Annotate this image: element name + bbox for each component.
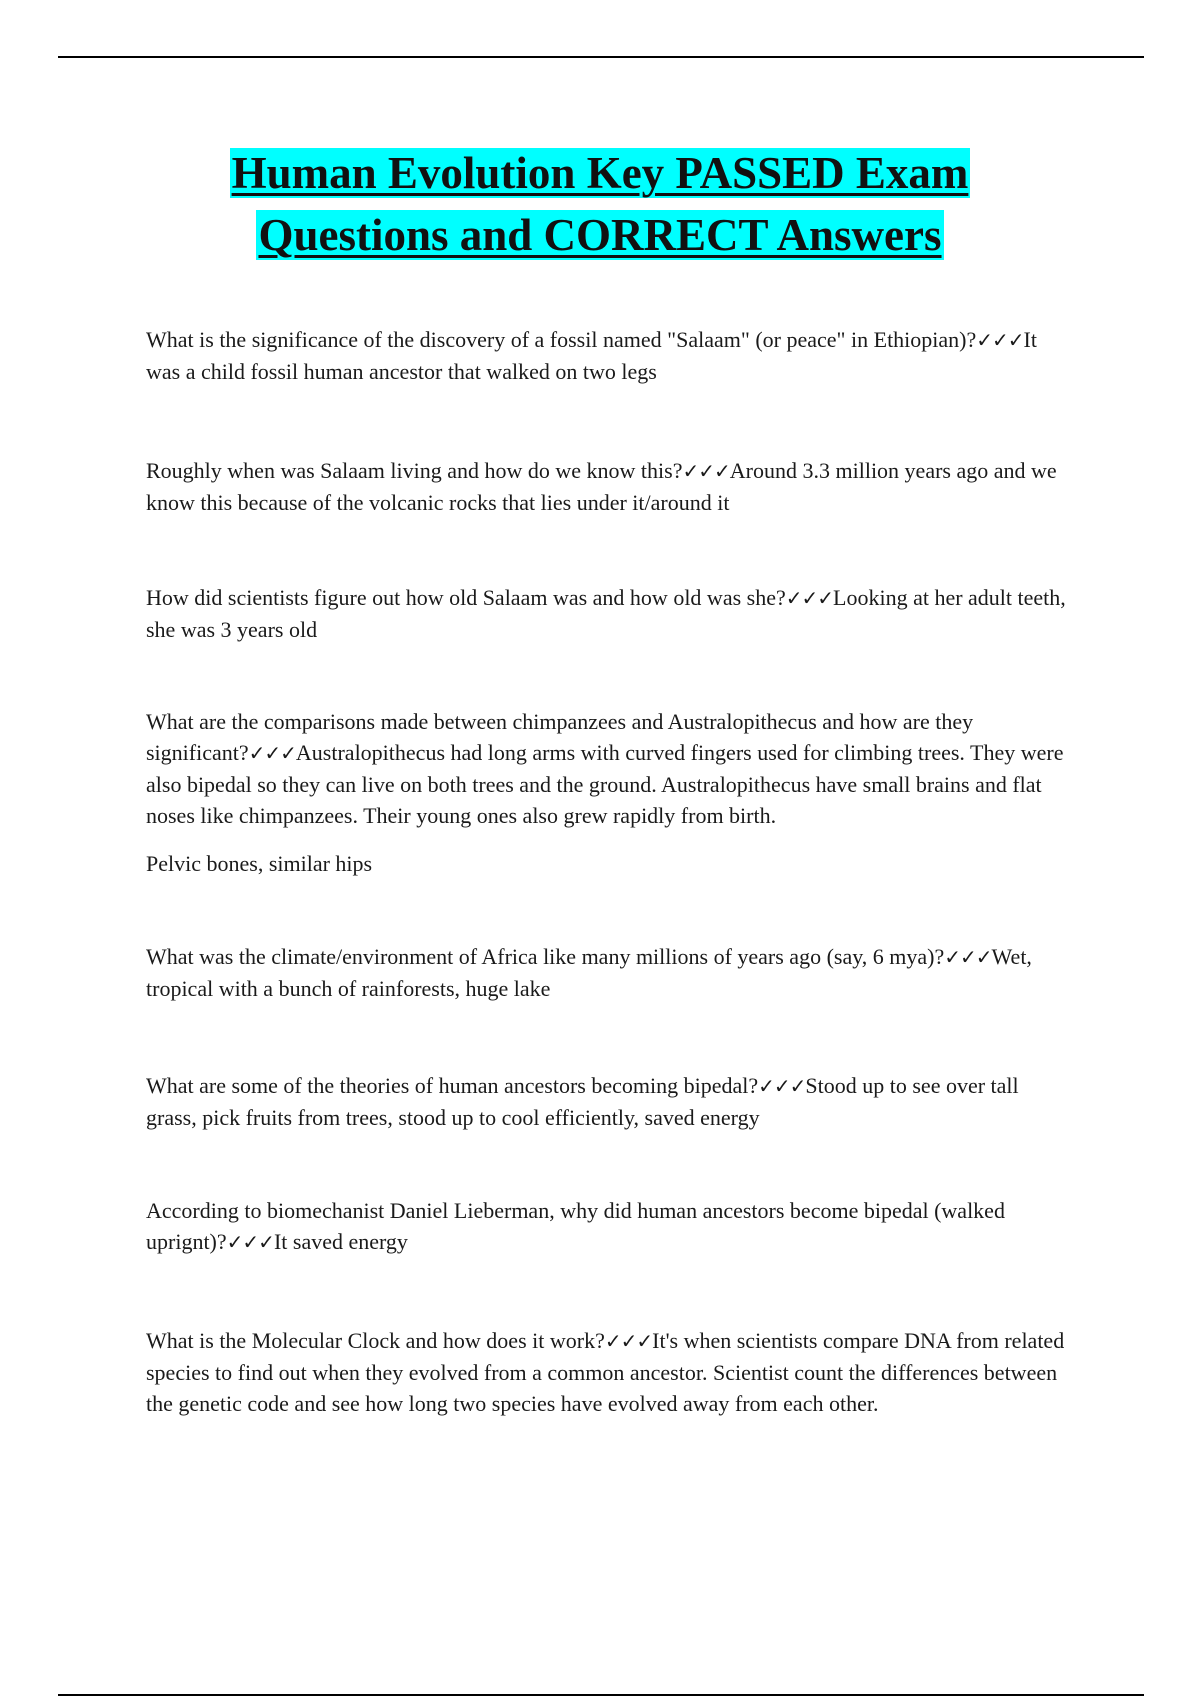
qa-item-4-extra (146, 848, 1066, 879)
check-marks-icon: ✓✓✓ (944, 945, 992, 969)
check-marks-icon: ✓✓✓ (226, 1230, 274, 1254)
answer-text: Stood up to see over tall grass, pick fruits from trees, stood up to cool efficiently, saved energy (146, 1073, 1019, 1130)
question-text: What is the Molecular Clock and how does it work? (146, 1328, 605, 1353)
qa-item-4 (146, 706, 1066, 831)
question-text: What is the significance of the discovery of a fossil named "Salaam" (or peace" in Ethiopian)? (146, 327, 977, 352)
qa-item-1 (146, 324, 1066, 387)
answer-text: It was a child fossil human ancestor that walked on two legs (146, 327, 1037, 384)
question-text: What was the climate/environment of Africa like many millions of years ago (say, 6 mya)? (146, 944, 945, 969)
check-marks-icon: ✓✓✓ (976, 328, 1024, 352)
qa-item-3 (146, 582, 1066, 645)
answer-extra-text: Pelvic bones, similar hips (146, 851, 373, 876)
question-text: Roughly when was Salaam living and how do we know this? (146, 458, 683, 483)
qa-item-2 (146, 455, 1066, 518)
top-rule (58, 56, 1144, 58)
answer-text: Around 3.3 million years ago and we know this because of the volcanic rocks that lies under it/around it (146, 458, 1057, 515)
document-title (100, 142, 1100, 266)
check-marks-icon: ✓✓✓ (682, 459, 730, 483)
title-line-2: Questions and CORRECT Answers (258, 210, 942, 260)
qa-item-5 (146, 941, 1066, 1004)
check-marks-icon: ✓✓✓ (248, 741, 296, 765)
answer-text: Australopithecus had long arms with curved fingers used for climbing trees. They were also bipedal so they can live on both trees and the ground. Australopithecus have small brains and flat noses like chimpanzees. Their young ones also grew rapidly from birth. (146, 740, 1064, 828)
answer-text: Looking at her adult teeth, she was 3 years old (146, 585, 1066, 642)
check-marks-icon: ✓✓✓ (604, 1329, 653, 1353)
answer-text: Wet, tropical with a bunch of rainforests, huge lake (146, 944, 1032, 1001)
qa-item-8 (146, 1325, 1066, 1419)
bottom-rule (58, 1694, 1144, 1696)
qa-item-6 (146, 1070, 1066, 1133)
check-marks-icon: ✓✓✓ (785, 586, 834, 610)
question-text: What are some of the theories of human ancestors becoming bipedal? (146, 1073, 759, 1098)
question-text: How did scientists figure out how old Salaam was and how old was she? (146, 585, 786, 610)
question-text: What are the comparisons made between chimpanzees and Australopithecus and how are they significant? (146, 709, 974, 765)
check-marks-icon: ✓✓✓ (758, 1074, 806, 1098)
answer-text: It saved energy (273, 1229, 408, 1254)
qa-item-7 (146, 1195, 1066, 1258)
answer-text: It's when scientists compare DNA from related species to find out when they evolved from a common ancestor. Scientist count the differences between the genetic code and see how long two species have evolved away from each other. (146, 1328, 1065, 1416)
question-text: According to biomechanist Daniel Lieberman, why did human ancestors become bipedal (walked uprignt)? (146, 1198, 1005, 1254)
title-line-1: Human Evolution Key PASSED Exam (231, 148, 969, 198)
